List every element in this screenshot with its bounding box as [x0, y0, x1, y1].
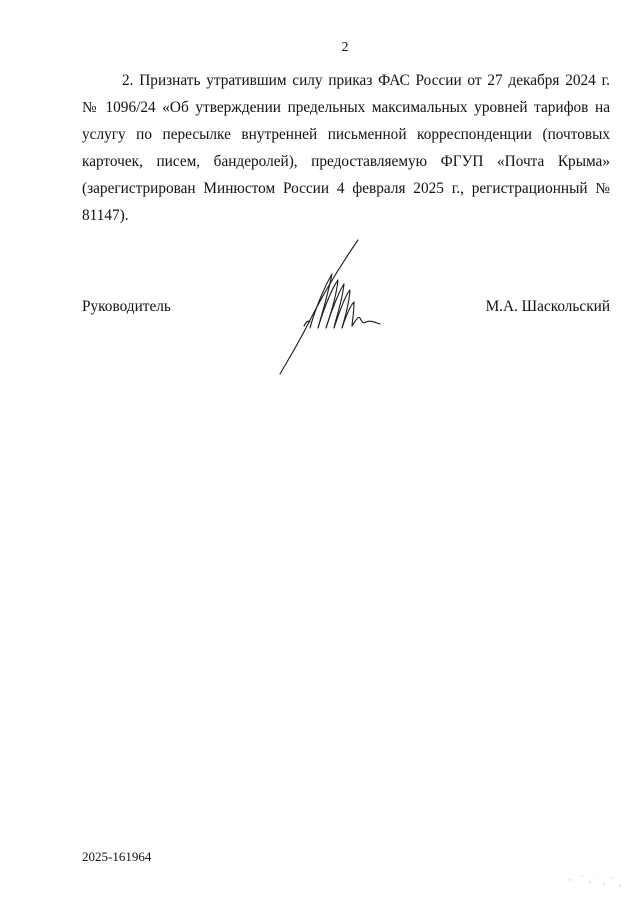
body-paragraph: 2. Признать утратившим силу приказ ФАС России от 27 декабря 2024 г. № 1096/24 «Об утверждении предельных максимальных уровней тарифов на услугу по пересылке внутренней письменной корреспонденции (почтовых карточек, писем, бандеролей), предоставляемую ФГУП «Почта Крыма» (зарегистрирован Минюстом России 4 февраля 2025 г., регистрационный № 81147).: [82, 72, 610, 224]
signatory-title: Руководитель: [82, 298, 171, 315]
handwritten-signature: [270, 236, 390, 376]
signatory-name: М.А. Шаскольский: [485, 298, 610, 315]
document-id: 2025-161964: [82, 849, 152, 864]
scan-specks: [560, 868, 630, 898]
page-number: 2: [341, 40, 349, 55]
